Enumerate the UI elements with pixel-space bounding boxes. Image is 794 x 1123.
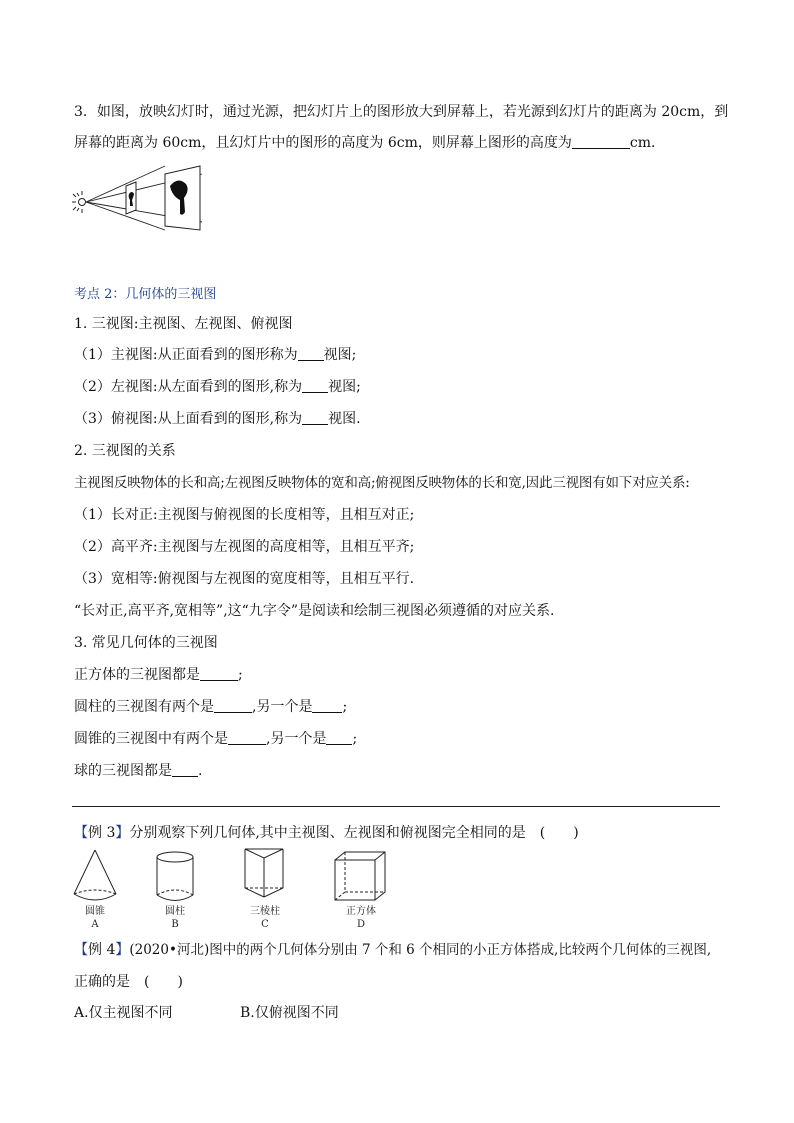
cone-figure (70, 848, 120, 904)
answer-blank[interactable] (228, 730, 266, 745)
shape-c-name: 三棱柱 (250, 906, 280, 917)
ex4-bracket-right: 】 (115, 942, 130, 958)
shape-a-letter: A (91, 919, 99, 930)
sec3-text: 圆柱的三视图有两个是 (74, 699, 214, 715)
answer-blank[interactable] (214, 698, 252, 713)
ex4-tag: 例 4 (88, 942, 116, 958)
sec2-item-1: （1）长对正:主视图与俯视图的长度相等，且相互对正; (74, 507, 415, 523)
section-heading: 考点 2：几何体的三视图 (74, 287, 217, 302)
sec2-note: “长对正,高平齐,宽相等”,这“九字令”是阅读和绘制三视图必须遵循的对应关系. (74, 603, 555, 619)
sec3-text-mid: ,另一个是 (252, 699, 313, 715)
ex4-question (74, 940, 711, 960)
sec3-title: 3. 常见几何体的三视图 (74, 635, 218, 651)
sec2-title: 2. 三视图的关系 (74, 443, 176, 459)
answer-blank[interactable] (302, 410, 328, 425)
q3-line2 (74, 133, 665, 153)
q3-line1: 3．如图，放映幻灯时，通过光源，把幻灯片上的图形放大到屏幕上，若光源到幻灯片的距离为 20cm，到 (74, 104, 729, 120)
ex3-bracket-left: 【 (74, 825, 88, 841)
sec1-item-1 (74, 345, 356, 365)
sec3-text: 球的三视图都是 (74, 763, 172, 779)
q3-unit: cm． (629, 135, 665, 151)
sec3-text: 正方体的三视图都是 (74, 667, 200, 683)
ex3-tag: 例 3 (88, 825, 116, 841)
answer-blank[interactable] (302, 378, 328, 393)
sec1-item-tail: 视图; (323, 347, 357, 363)
option-a[interactable]: A.仅主视图不同 (74, 1005, 173, 1021)
ex3-bracket-right: 】 (115, 825, 130, 841)
sec1-item-2 (74, 377, 361, 397)
shape-d-name: 正方体 (346, 906, 376, 917)
sec2-item-2: （2）高平齐:主视图与左视图的高度相等，且相互平齐; (74, 539, 415, 555)
sec3-text: 圆锥的三视图中有两个是 (74, 731, 228, 747)
sec1-item-text: （1）主视图:从正面看到的图形称为 (74, 347, 298, 363)
sec1-item-text: （3）俯视图:从上面看到的图形,称为 (74, 411, 303, 427)
q3-line2-text: 屏幕的距离为 60cm，且幻灯片中的图形的高度为 6cm，则屏幕上图形的高度为 (74, 135, 572, 151)
sec1-item-text: （2）左视图:从左面看到的图形,称为 (74, 379, 303, 395)
shape-a-name: 圆锥 (85, 906, 105, 917)
shape-d-letter: D (356, 919, 366, 930)
sec3-cylinder (74, 697, 347, 717)
option-b[interactable]: B.仅俯视图不同 (240, 1005, 339, 1021)
sec2-intro: 主视图反映物体的长和高;左视图反映物体的宽和高;俯视图反映物体的长和宽,因此三视图有如下对应关系: (74, 475, 690, 491)
shape-c-letter: C (261, 919, 269, 930)
sec3-cone (74, 729, 357, 749)
divider (72, 806, 720, 807)
sec3-tail: . (198, 763, 203, 779)
ex4-bracket-left: 【 (74, 942, 88, 958)
cube-figure (333, 850, 388, 906)
answer-blank[interactable] (572, 134, 630, 149)
ex4-text: (2020•河北)图中的两个几何体分别由 7 个和 6 个相同的小正方体搭成,比较两个几何体的三视图, (129, 942, 712, 958)
projector-figure (70, 164, 210, 234)
sec1-item-tail: 视图. (328, 411, 361, 427)
sec3-tail: ; (342, 699, 348, 715)
sec1-item-tail: 视图; (328, 379, 361, 395)
sec3-cube (74, 665, 243, 685)
ex3-question (74, 823, 579, 843)
answer-blank[interactable] (298, 346, 324, 361)
answer-blank[interactable] (312, 698, 342, 713)
answer-blank[interactable] (200, 666, 238, 681)
shape-b-letter: B (171, 919, 179, 930)
light-source-icon (72, 191, 86, 213)
sec3-text-mid: ,另一个是 (266, 731, 327, 747)
answer-blank[interactable] (326, 730, 352, 745)
ex4-line2: 正确的是 ( ) (74, 974, 183, 990)
cylinder-figure (155, 850, 195, 906)
sec3-tail: ; (238, 667, 243, 683)
sec3-tail: ; (352, 731, 358, 747)
triangular-prism-figure (243, 846, 293, 904)
answer-blank[interactable] (172, 762, 198, 777)
sec2-item-3: （3）宽相等:俯视图与左视图的宽度相等，且相互平行. (74, 571, 415, 587)
shape-b-name: 圆柱 (165, 906, 185, 917)
sec3-sphere (74, 761, 202, 781)
ex3-text: 分别观察下列几何体,其中主视图、左视图和俯视图完全相同的是 ( ) (129, 825, 579, 841)
sec1-item-3 (74, 409, 361, 429)
sec1-title: 1. 三视图:主视图、左视图、俯视图 (74, 316, 293, 332)
